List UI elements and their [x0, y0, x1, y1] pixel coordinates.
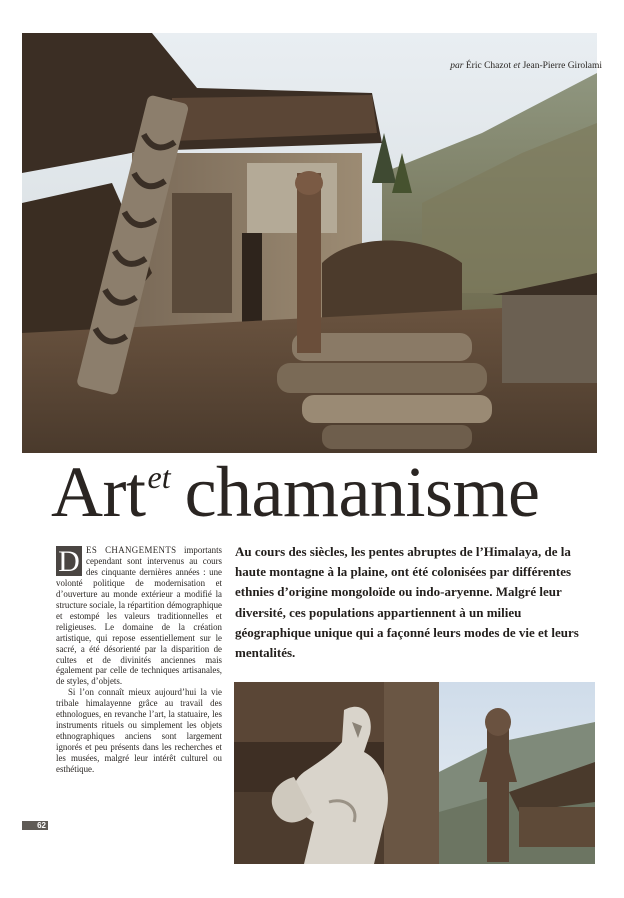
paragraph-text: importants cependant sont intervenus au cours des cinquante dernières années : une volonté politique de modernisation et d’ouverture au monde extérieur a modifié la structure sociale, la répartition démographique et estompé les valeurs traditionnelles et religieuses. Le domaine de la création artistique, qui repose essentiellement sur le sacré, a été désorienté par la disparition de cultes et de divinités anciennes mais également par celle de techniques artisanales, de styles, d’objets. [56, 545, 223, 687]
carved-post-photo [439, 682, 595, 864]
title-word-art: Art [51, 452, 146, 532]
lead-paragraph: Au cours des siècles, les pentes abruptes de l’Himalaya, de la haute montagne à la plaine, ont été colonisées par différentes ethnies d’origine mongoloïde ou indo-aryenne. Malgré leur diversité, ces populations appartiennent à un milieu géographique unique qui a façonné leurs modes de vie et leurs mentalités. [235, 544, 579, 661]
carved-figure-photo [234, 682, 439, 864]
body-paragraph: Si l’on connaît mieux aujourd’hui la vie tribale himalayenne grâce au travail des ethnologues, en revanche l’art, la statuaire, les instruments rituels ou simplement les objets ethnographiques anciens sont largement ignorés et peu présents dans les recherches et les musées, malgré leur intérêt culturel ou esthétique. [56, 687, 222, 775]
opening-small-caps: ES CHANGEMENTS [86, 545, 177, 555]
body-text-column [56, 545, 222, 775]
article-title [51, 452, 591, 532]
byline [450, 61, 602, 71]
author-name: Éric Chazot [465, 61, 511, 71]
page-number: 62 [22, 821, 48, 830]
drop-cap: D [56, 546, 82, 576]
author-name: Jean-Pierre Girolami [522, 61, 602, 71]
title-word-chamanisme: chamanisme [184, 452, 540, 532]
title-superscript-et: et [147, 459, 171, 495]
hero-photo [22, 33, 597, 453]
byline-conjunction: et [513, 61, 521, 71]
body-paragraph [56, 545, 222, 687]
byline-prefix: par [450, 61, 464, 71]
